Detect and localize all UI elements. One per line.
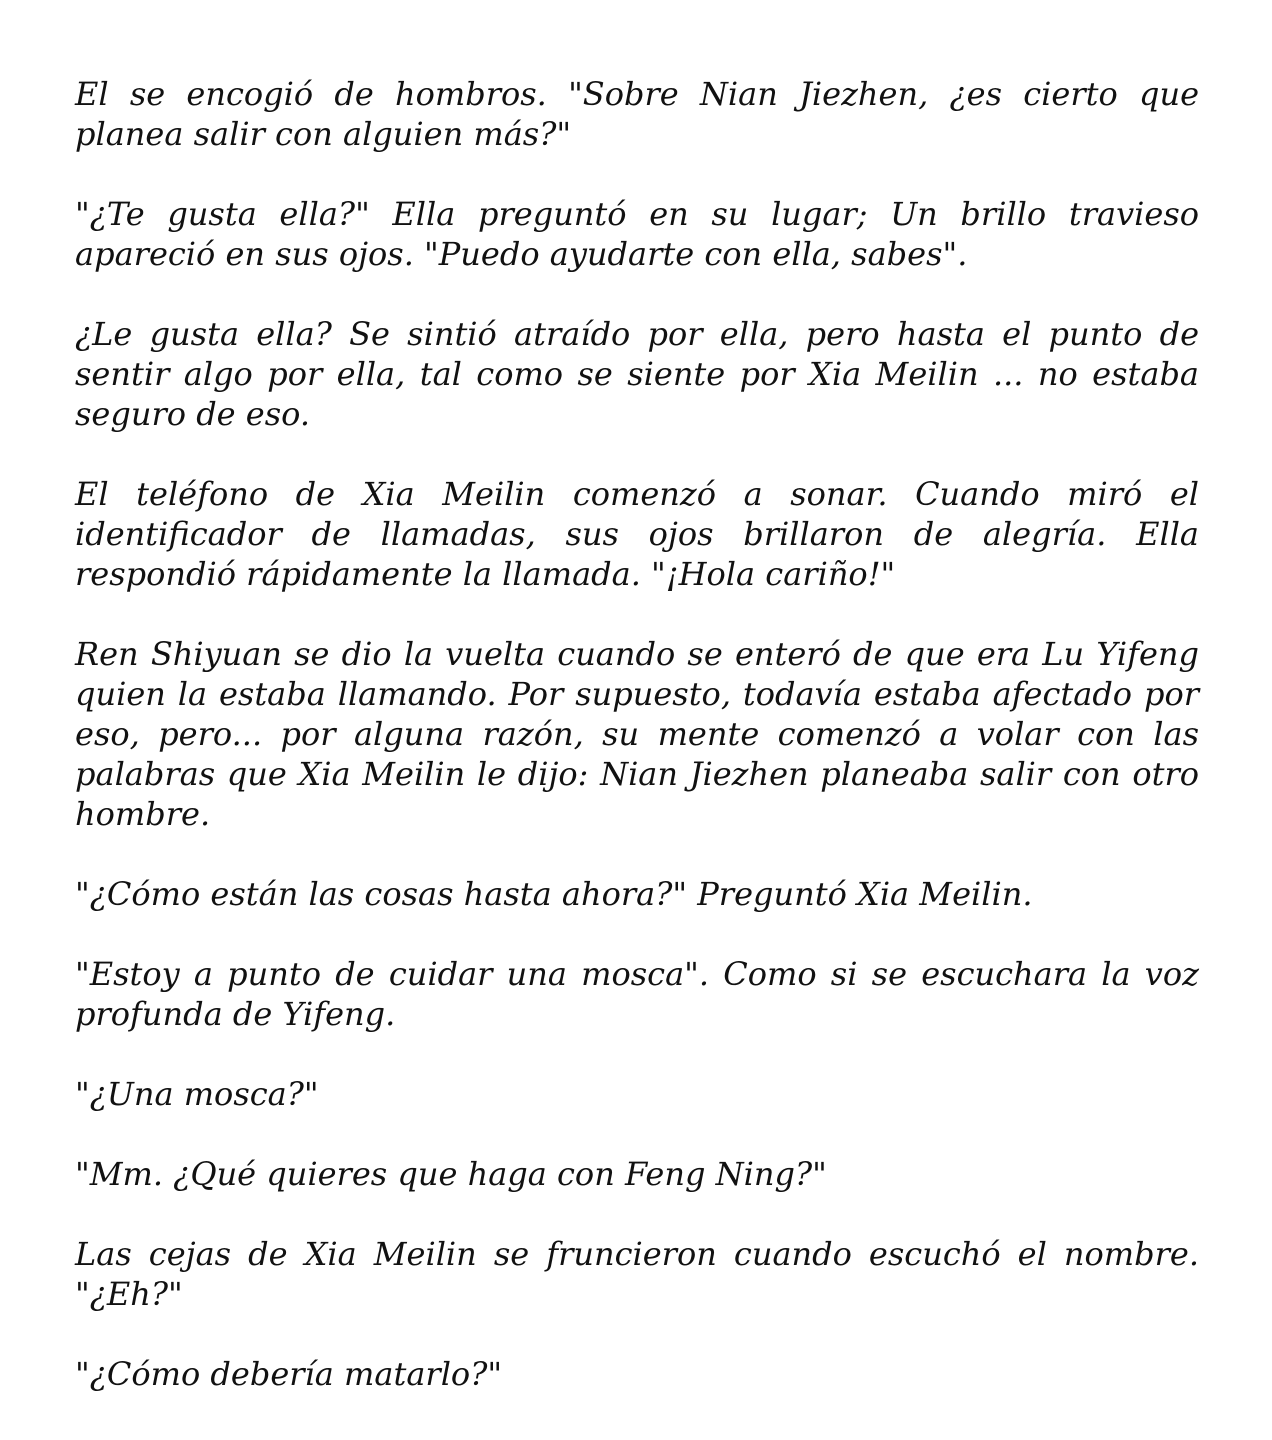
paragraph-9: "Mm. ¿Qué quieres que haga con Feng Ning?" bbox=[75, 1155, 827, 1193]
paragraph-4: El teléfono de Xia Meilin comenzó a sonar. Cuando miró el identificador de llamadas, sus ojos brillaron de alegría. Ella respondió rápidamente la llamada. "¡Hola cariño!" bbox=[75, 475, 1199, 593]
paragraph-8: "¿Una mosca?" bbox=[75, 1075, 319, 1113]
paragraph-3: ¿Le gusta ella? Se sintió atraído por ella, pero hasta el punto de sentir algo por ella, tal como se siente por Xia Meilin ... no estaba seguro de eso. bbox=[75, 315, 1199, 433]
paragraph-5: Ren Shiyuan se dio la vuelta cuando se enteró de que era Lu Yifeng quien la estaba llamando. Por supuesto, todavía estaba afectado por eso, pero... por alguna razón, su mente comenzó a volar con las palabras que Xia Meilin le dijo: Nian Jiezhen planeaba salir con otro hombre. bbox=[75, 635, 1199, 833]
paragraph-1: El se encogió de hombros. "Sobre Nian Jiezhen, ¿es cierto que planea salir con alguien más?" bbox=[75, 75, 1199, 153]
paragraph-11: "¿Cómo debería matarlo?" bbox=[75, 1355, 503, 1393]
paragraph-7: "Estoy a punto de cuidar una mosca". Como si se escuchara la voz profunda de Yifeng. bbox=[75, 955, 1199, 1033]
paragraph-6: "¿Cómo están las cosas hasta ahora?" Preguntó Xia Meilin. bbox=[75, 875, 1033, 913]
paragraph-2: "¿Te gusta ella?" Ella preguntó en su lugar; Un brillo travieso apareció en sus ojos. "Puedo ayudarte con ella, sabes". bbox=[75, 195, 1199, 273]
paragraph-10: Las cejas de Xia Meilin se fruncieron cuando escuchó el nombre. "¿Eh?" bbox=[75, 1235, 1199, 1313]
